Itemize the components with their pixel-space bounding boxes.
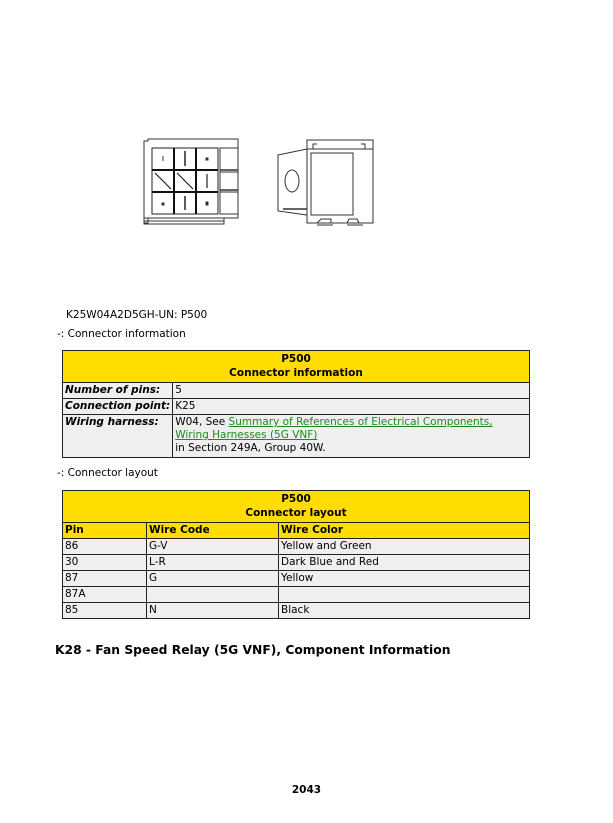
page-number: 2043 [291, 784, 322, 796]
wire-code-cell: G [147, 571, 279, 587]
document-identifier: K25W04A2D5GH-UN: P500 [66, 309, 208, 321]
wire-color-cell: Yellow [279, 571, 530, 587]
table-row [63, 555, 530, 571]
wire-color-cell: Black [279, 603, 530, 619]
table-row [63, 399, 530, 415]
pin-cell: 30 [63, 555, 147, 571]
wire-color-cell [279, 587, 530, 603]
wire-color-cell: Dark Blue and Red [279, 555, 530, 571]
wiring-harness-suffix: in Section 249A, Group 40W. [175, 442, 326, 454]
header-connector-id: P500 [281, 493, 311, 505]
row-label: Wiring harness: [63, 415, 173, 458]
wire-code-cell: G-V [147, 539, 279, 555]
table-row [63, 539, 530, 555]
connector-layout-table [62, 490, 530, 619]
summary-of-references-link[interactable]: Summary of References of Electrical Components, Wiring Harnesses (5G VNF) [175, 416, 493, 441]
header-connector-id: P500 [281, 353, 311, 365]
row-label: Number of pins: [63, 383, 173, 399]
pin-cell: 87A [63, 587, 147, 603]
row-value: K25 [173, 399, 530, 415]
table-row [63, 571, 530, 587]
pin-cell: 85 [63, 603, 147, 619]
table-row [63, 383, 530, 399]
column-header-pin: Pin [63, 523, 147, 539]
column-header-wire-color: Wire Color [279, 523, 530, 539]
connector-information-table [62, 350, 530, 458]
header-title: Connector information [229, 366, 363, 379]
header-title: Connector layout [245, 506, 347, 519]
table-row [63, 603, 530, 619]
column-header-wire-code: Wire Code [147, 523, 279, 539]
table-row [63, 587, 530, 603]
connector-side-view [278, 140, 373, 225]
wiring-harness-prefix: W04, See [175, 416, 229, 428]
table-header [63, 351, 530, 383]
column-header-row [63, 523, 530, 539]
pin-cell: 87 [63, 571, 147, 587]
table-row [63, 415, 530, 458]
row-value [173, 415, 530, 458]
pin-cell: 86 [63, 539, 147, 555]
connector-front-view [144, 139, 238, 224]
table-header [63, 491, 530, 523]
wire-code-cell [147, 587, 279, 603]
wire-code-cell: L-R [147, 555, 279, 571]
wire-code-cell: N [147, 603, 279, 619]
row-value: 5 [173, 383, 530, 399]
connector-drawing [140, 135, 390, 227]
connector-layout-label: -: Connector layout [57, 467, 158, 479]
component-heading: K28 - Fan Speed Relay (5G VNF), Component Information [55, 643, 451, 657]
wire-color-cell: Yellow and Green [279, 539, 530, 555]
row-label: Connection point: [63, 399, 173, 415]
connector-information-label: -: Connector information [57, 328, 186, 340]
